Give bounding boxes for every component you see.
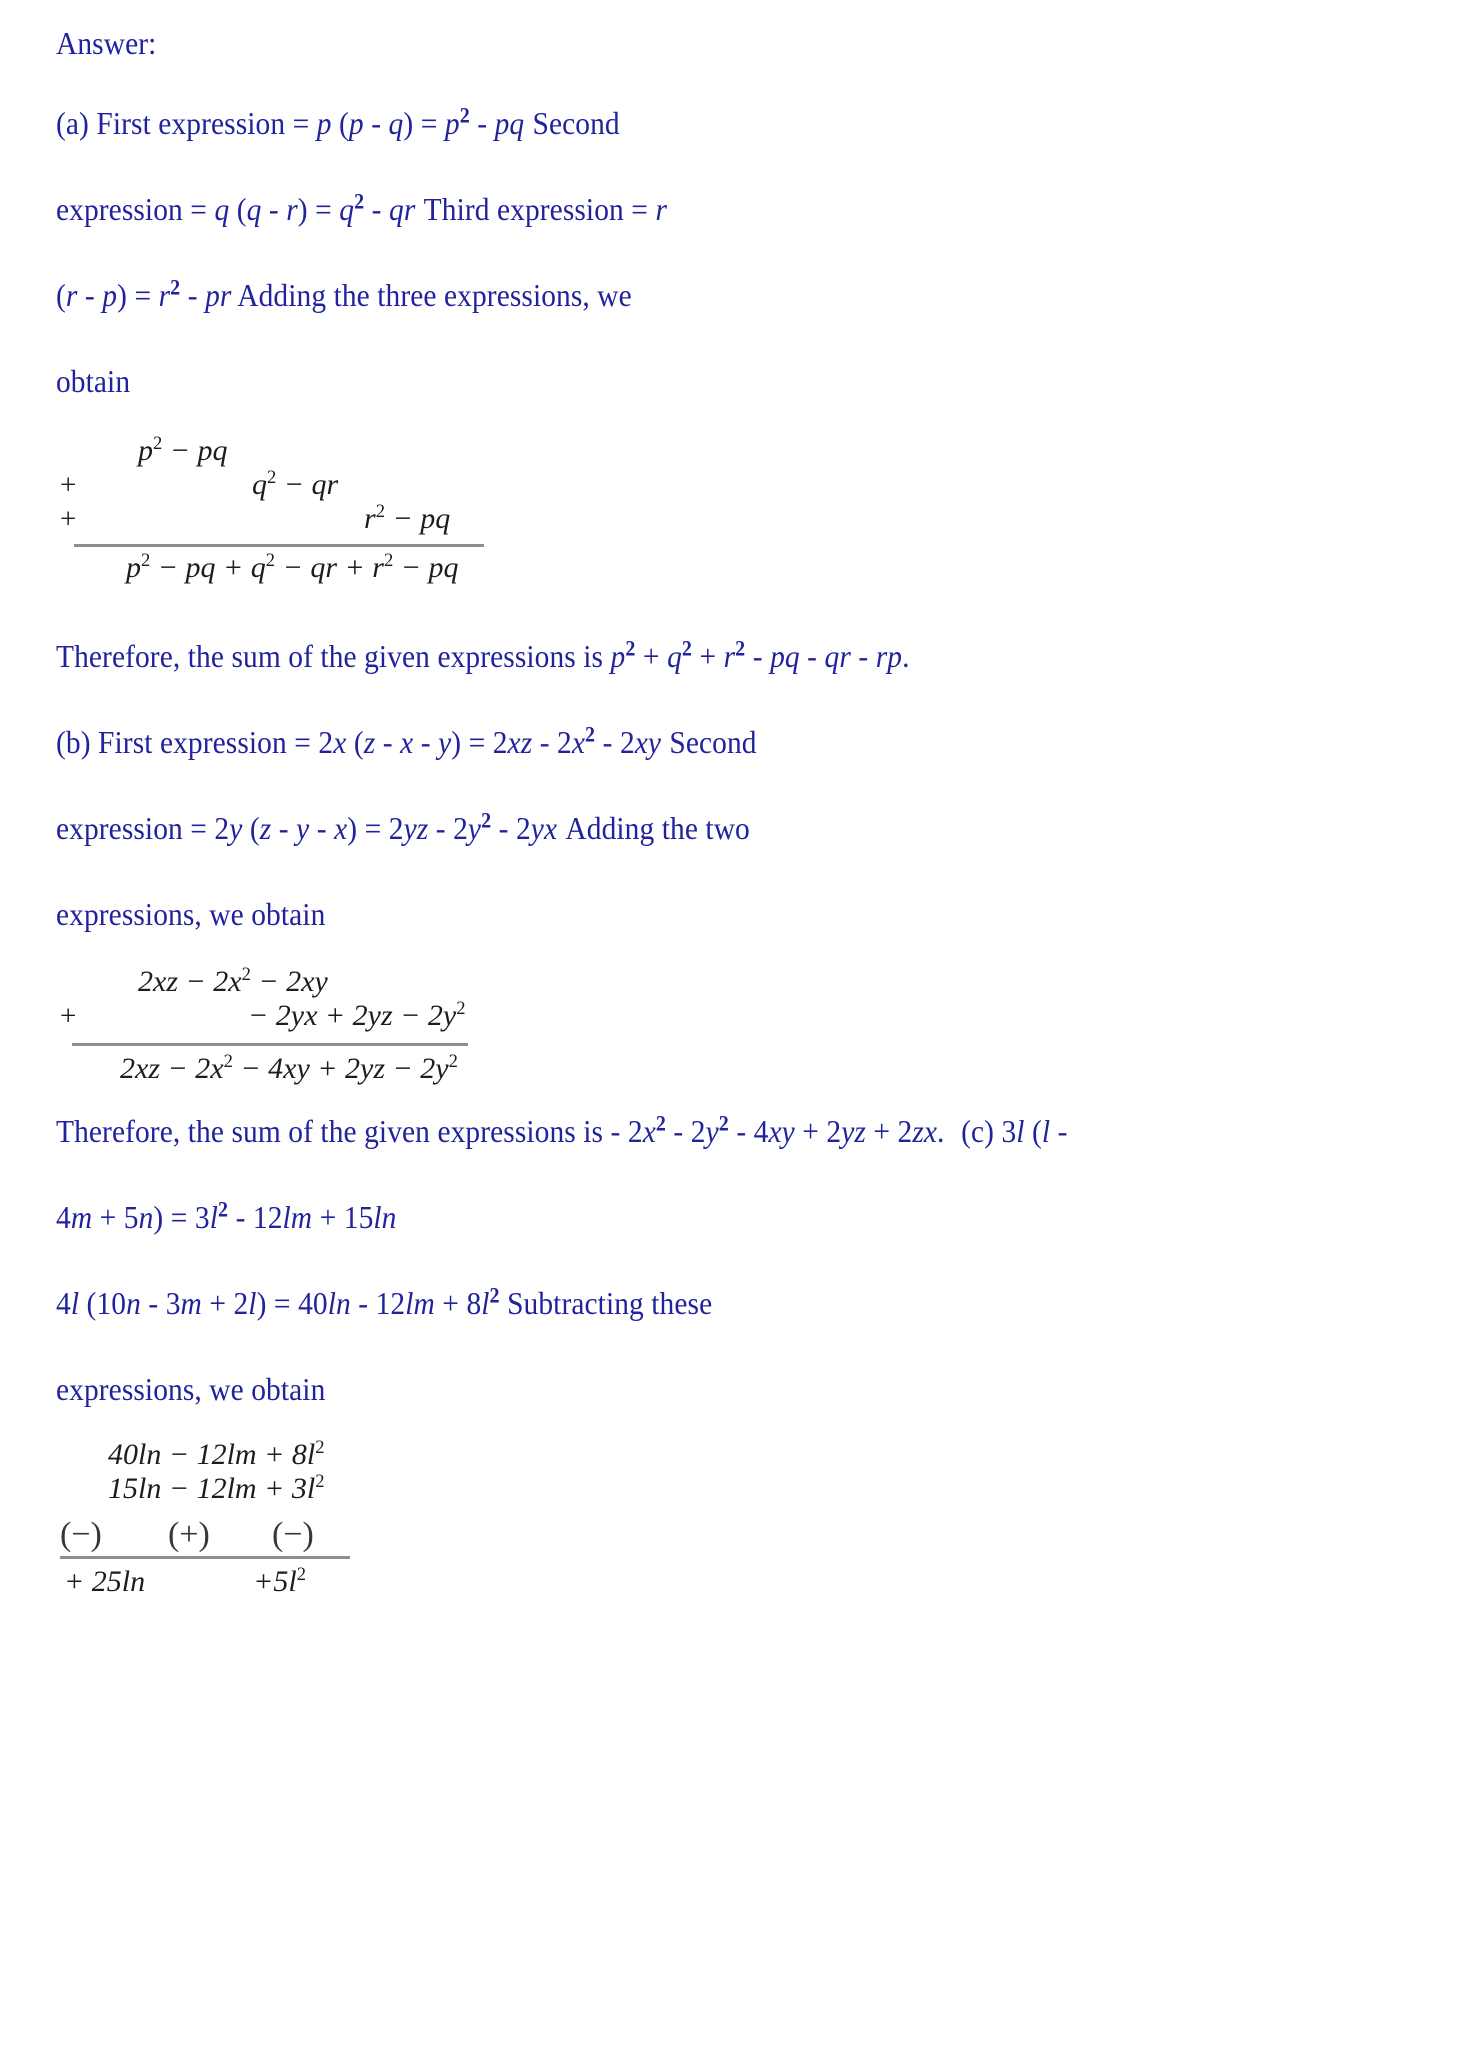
part-b-line-3-text: expressions, we obtain — [56, 896, 326, 932]
math-b-row-2-expression: − $2yx + 2yz - 2y^2$ — [248, 998, 466, 1032]
part-c-line-1-text: $4m + 5n) = 3l^2 - 12lm + 15\ln$ — [56, 1197, 397, 1235]
math-block-part-b — [60, 957, 506, 1086]
part-a-line-1-text: (a) First expression = p $(p - q) = p^2$ - pq Second — [56, 103, 620, 141]
math-b-row-1-expression: $2xz - 2x^2 - 2xy$ — [138, 964, 328, 998]
math-c-result-row — [56, 1565, 386, 1599]
answer-heading — [56, 0, 1305, 80]
math-b-row-2-operator: + — [60, 1000, 77, 1032]
math-row-2-operator: + — [60, 469, 77, 501]
math-row-2-expression: $q^2$ − qr — [252, 467, 339, 501]
part-c-line-3-text: expressions, we obtain — [56, 1371, 326, 1407]
part-a-line-2 — [56, 166, 1305, 252]
part-a-conclusion-text: Therefore, the sum of the given expressions is $p^2 + q^2 + r^2$ - pq - qr - rp. — [56, 636, 910, 674]
math-c-sign-3: (−) — [272, 1516, 314, 1553]
math-c-row-2 — [56, 1472, 386, 1506]
math-sum-rule — [74, 544, 484, 547]
math-b-row-1 — [60, 965, 506, 999]
math-c-row-1-expression: $40\ln - 12lm + 8l^2$ — [108, 1437, 325, 1471]
math-c-result-rule — [60, 1556, 350, 1559]
math-sum-row — [60, 551, 526, 585]
math-b-sum-rule — [72, 1043, 468, 1046]
part-a-line-4 — [56, 338, 1305, 424]
math-c-result-right: $+5l^2$ — [253, 1564, 306, 1598]
part-c-line-2 — [56, 1260, 1305, 1346]
part-c-line-2-text: 4l $(10n - 3m + 2l) = 40\ln - 12lm + 8l^2$ Subtracting these — [56, 1283, 713, 1321]
answer-heading-text: Answer: — [56, 25, 157, 61]
math-b-sum-row — [60, 1052, 506, 1086]
math-c-row-2-expression: $15\ln - 12lm + 3l^2$ — [108, 1471, 325, 1505]
part-c-line-3 — [56, 1346, 1305, 1432]
math-row-1-expression: $p^2$ − pq — [138, 433, 228, 467]
part-b-line-3 — [56, 871, 1305, 957]
math-block-part-c — [56, 1432, 386, 1599]
math-row-1 — [60, 434, 526, 468]
math-c-result-left: + 25ln — [64, 1565, 146, 1598]
part-b-line-1-text: (b) First expression = 2x $(z - x - y) = 2xz - 2x^2 - 2xy$ Second — [56, 722, 757, 760]
part-c-line-1 — [56, 1174, 1305, 1260]
math-row-2 — [60, 468, 526, 502]
part-b-line-2-text: expression = 2y $(z - y - x) = 2yz - 2y^2 - 2yx$ Adding the two — [56, 808, 750, 846]
part-a-conclusion — [56, 613, 1305, 699]
part-a-line-1 — [56, 80, 1305, 166]
math-sum-expression: $p^2$ − pq + $q^2$ − qr + $r^2$ − pq — [126, 550, 459, 584]
math-row-3-expression: $r^2$ − pq — [364, 501, 451, 535]
math-c-sign-2: (+) — [168, 1516, 210, 1553]
part-b-conclusion-text: Therefore, the sum of the given expressions is - $2x^2 - 2y^2 - 4xy + 2yz + 2zx$. (c) 3l (l - — [56, 1111, 1068, 1149]
math-c-sign-row — [56, 1516, 386, 1554]
part-a-line-3-text: $(r - p) = r^2$ - pr Adding the three expressions, we — [56, 275, 632, 313]
math-row-3-operator: + — [60, 503, 77, 535]
part-a-line-3 — [56, 252, 1305, 338]
part-a-line-4-text: obtain — [56, 363, 131, 399]
part-b-conclusion — [56, 1088, 1305, 1174]
math-b-row-2 — [60, 999, 506, 1033]
math-c-row-1 — [56, 1438, 386, 1472]
math-block-part-a — [60, 424, 526, 585]
part-b-line-2 — [56, 785, 1305, 871]
math-c-sign-1: (−) — [60, 1516, 102, 1553]
part-a-line-2-text: expression = q $(q - r) = q^2$ - qr Third expression = r — [56, 189, 667, 227]
math-row-3 — [60, 502, 526, 536]
part-b-line-1 — [56, 699, 1305, 785]
math-b-sum-expression: $2xz - 2x^2 - 4xy + 2yz - 2y^2$ — [120, 1051, 458, 1085]
